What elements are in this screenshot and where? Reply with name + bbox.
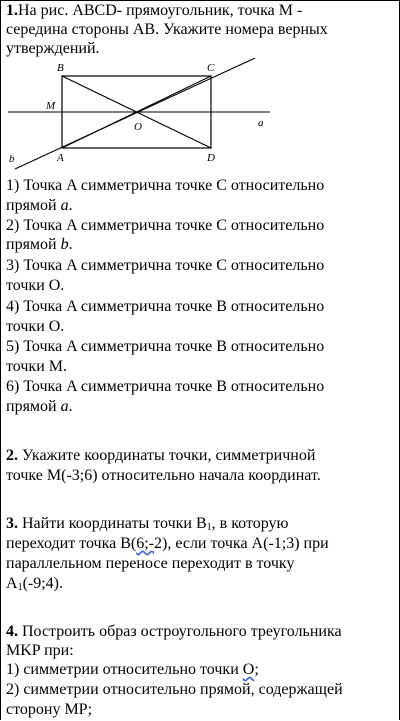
option-2-line2	[6, 235, 394, 255]
task1-intro: На рис. ABCD- прямоугольник, точка M -	[18, 2, 303, 19]
rectangle-figure	[0, 58, 400, 178]
task1-intro-line2: середина стороны AB. Укажите номера верных	[6, 21, 328, 38]
option-5-line1: 5) Точка A симметрична точке B относительно	[6, 338, 325, 355]
task2-text: Укажите координаты точки, симметричной	[18, 447, 316, 464]
task3-line1	[6, 514, 394, 534]
label-c-vertex: C	[207, 62, 215, 74]
task2-number: 2.	[6, 447, 18, 464]
label-d-vertex: D	[207, 152, 215, 164]
task4-line3	[6, 660, 394, 680]
task3-line2	[6, 534, 394, 554]
task3-underlined-coords: 6;-	[136, 535, 155, 552]
task3-text-end: , в которую	[211, 515, 289, 532]
task3-subscript: 1	[206, 522, 212, 533]
line-b	[15, 58, 255, 169]
option-6-line1: 6) Точка A симметрична точке B относительно	[6, 378, 325, 395]
option-6-line2	[6, 397, 394, 417]
option-2-text: прямой	[6, 236, 61, 253]
task1-intro-line3: утверждений.	[6, 40, 100, 57]
label-line-b: b	[9, 153, 15, 165]
label-line-a: a	[258, 117, 264, 129]
option-1-text: прямой	[6, 197, 61, 214]
option-3-line2: точки O.	[6, 277, 65, 294]
task3-line2-start: переходит точка B(	[6, 535, 137, 552]
task3-line3: параллельном переносе переходит в точку	[6, 555, 295, 572]
option-3-line1: 3) Точка A симметрична точке C относительно	[6, 257, 325, 274]
task3-number: 3.	[6, 515, 18, 532]
task4-text: Построить образ остроугольного треугольника	[18, 623, 342, 640]
option-2-line1: 2) Точка A симметрична точке C относительно	[6, 217, 325, 234]
task4-line2: MKP при:	[6, 642, 74, 659]
task1-number: 1.	[6, 2, 18, 19]
task4-item1-end: ;	[254, 661, 259, 678]
task3-line4	[6, 574, 394, 594]
option-5-line2: точки M.	[6, 358, 67, 375]
task4-item1-text: 1) симметрии относительно точки	[6, 661, 243, 678]
option-6-text: прямой	[6, 398, 61, 415]
task4-line5: сторону MP;	[6, 701, 93, 718]
label-o-point: O	[134, 121, 142, 133]
option-4-line1: 4) Точка A симметрична точке B относительно	[6, 298, 325, 315]
task4-line4: 2) симметрии относительно прямой, содержащей	[6, 681, 343, 698]
task3-point: A	[6, 575, 18, 592]
option-1-line2	[6, 196, 394, 216]
option-6-line-name: a	[60, 398, 69, 415]
label-m-point: M	[46, 100, 56, 112]
label-b-vertex: B	[57, 62, 64, 74]
task4-item1-point: O	[242, 661, 255, 678]
label-a-vertex: A	[57, 152, 64, 164]
option-6-period: .	[68, 398, 73, 415]
task2-line1	[6, 446, 394, 466]
task4-line1	[6, 622, 394, 642]
task3-text: Найти координаты точки B	[18, 515, 207, 532]
option-2-period: .	[68, 236, 73, 253]
option-2-line-name: b	[60, 236, 69, 253]
task4-number: 4.	[6, 623, 18, 640]
task2-line2: точке M(-3;6) относительно начала координат.	[6, 467, 321, 484]
option-1-period: .	[68, 197, 73, 214]
task1-heading	[6, 1, 394, 21]
option-4-line2: точки O.	[6, 318, 65, 335]
task3-point-coords: (-9;4).	[22, 575, 63, 592]
option-1-line1: 1) Точка A симметрична точке C относительно	[6, 177, 325, 194]
task3-point-subscript: 1	[17, 582, 23, 593]
option-1-line-name: a	[60, 197, 69, 214]
task3-line2-end: 2), если точка A(-1;3) при	[154, 535, 329, 552]
